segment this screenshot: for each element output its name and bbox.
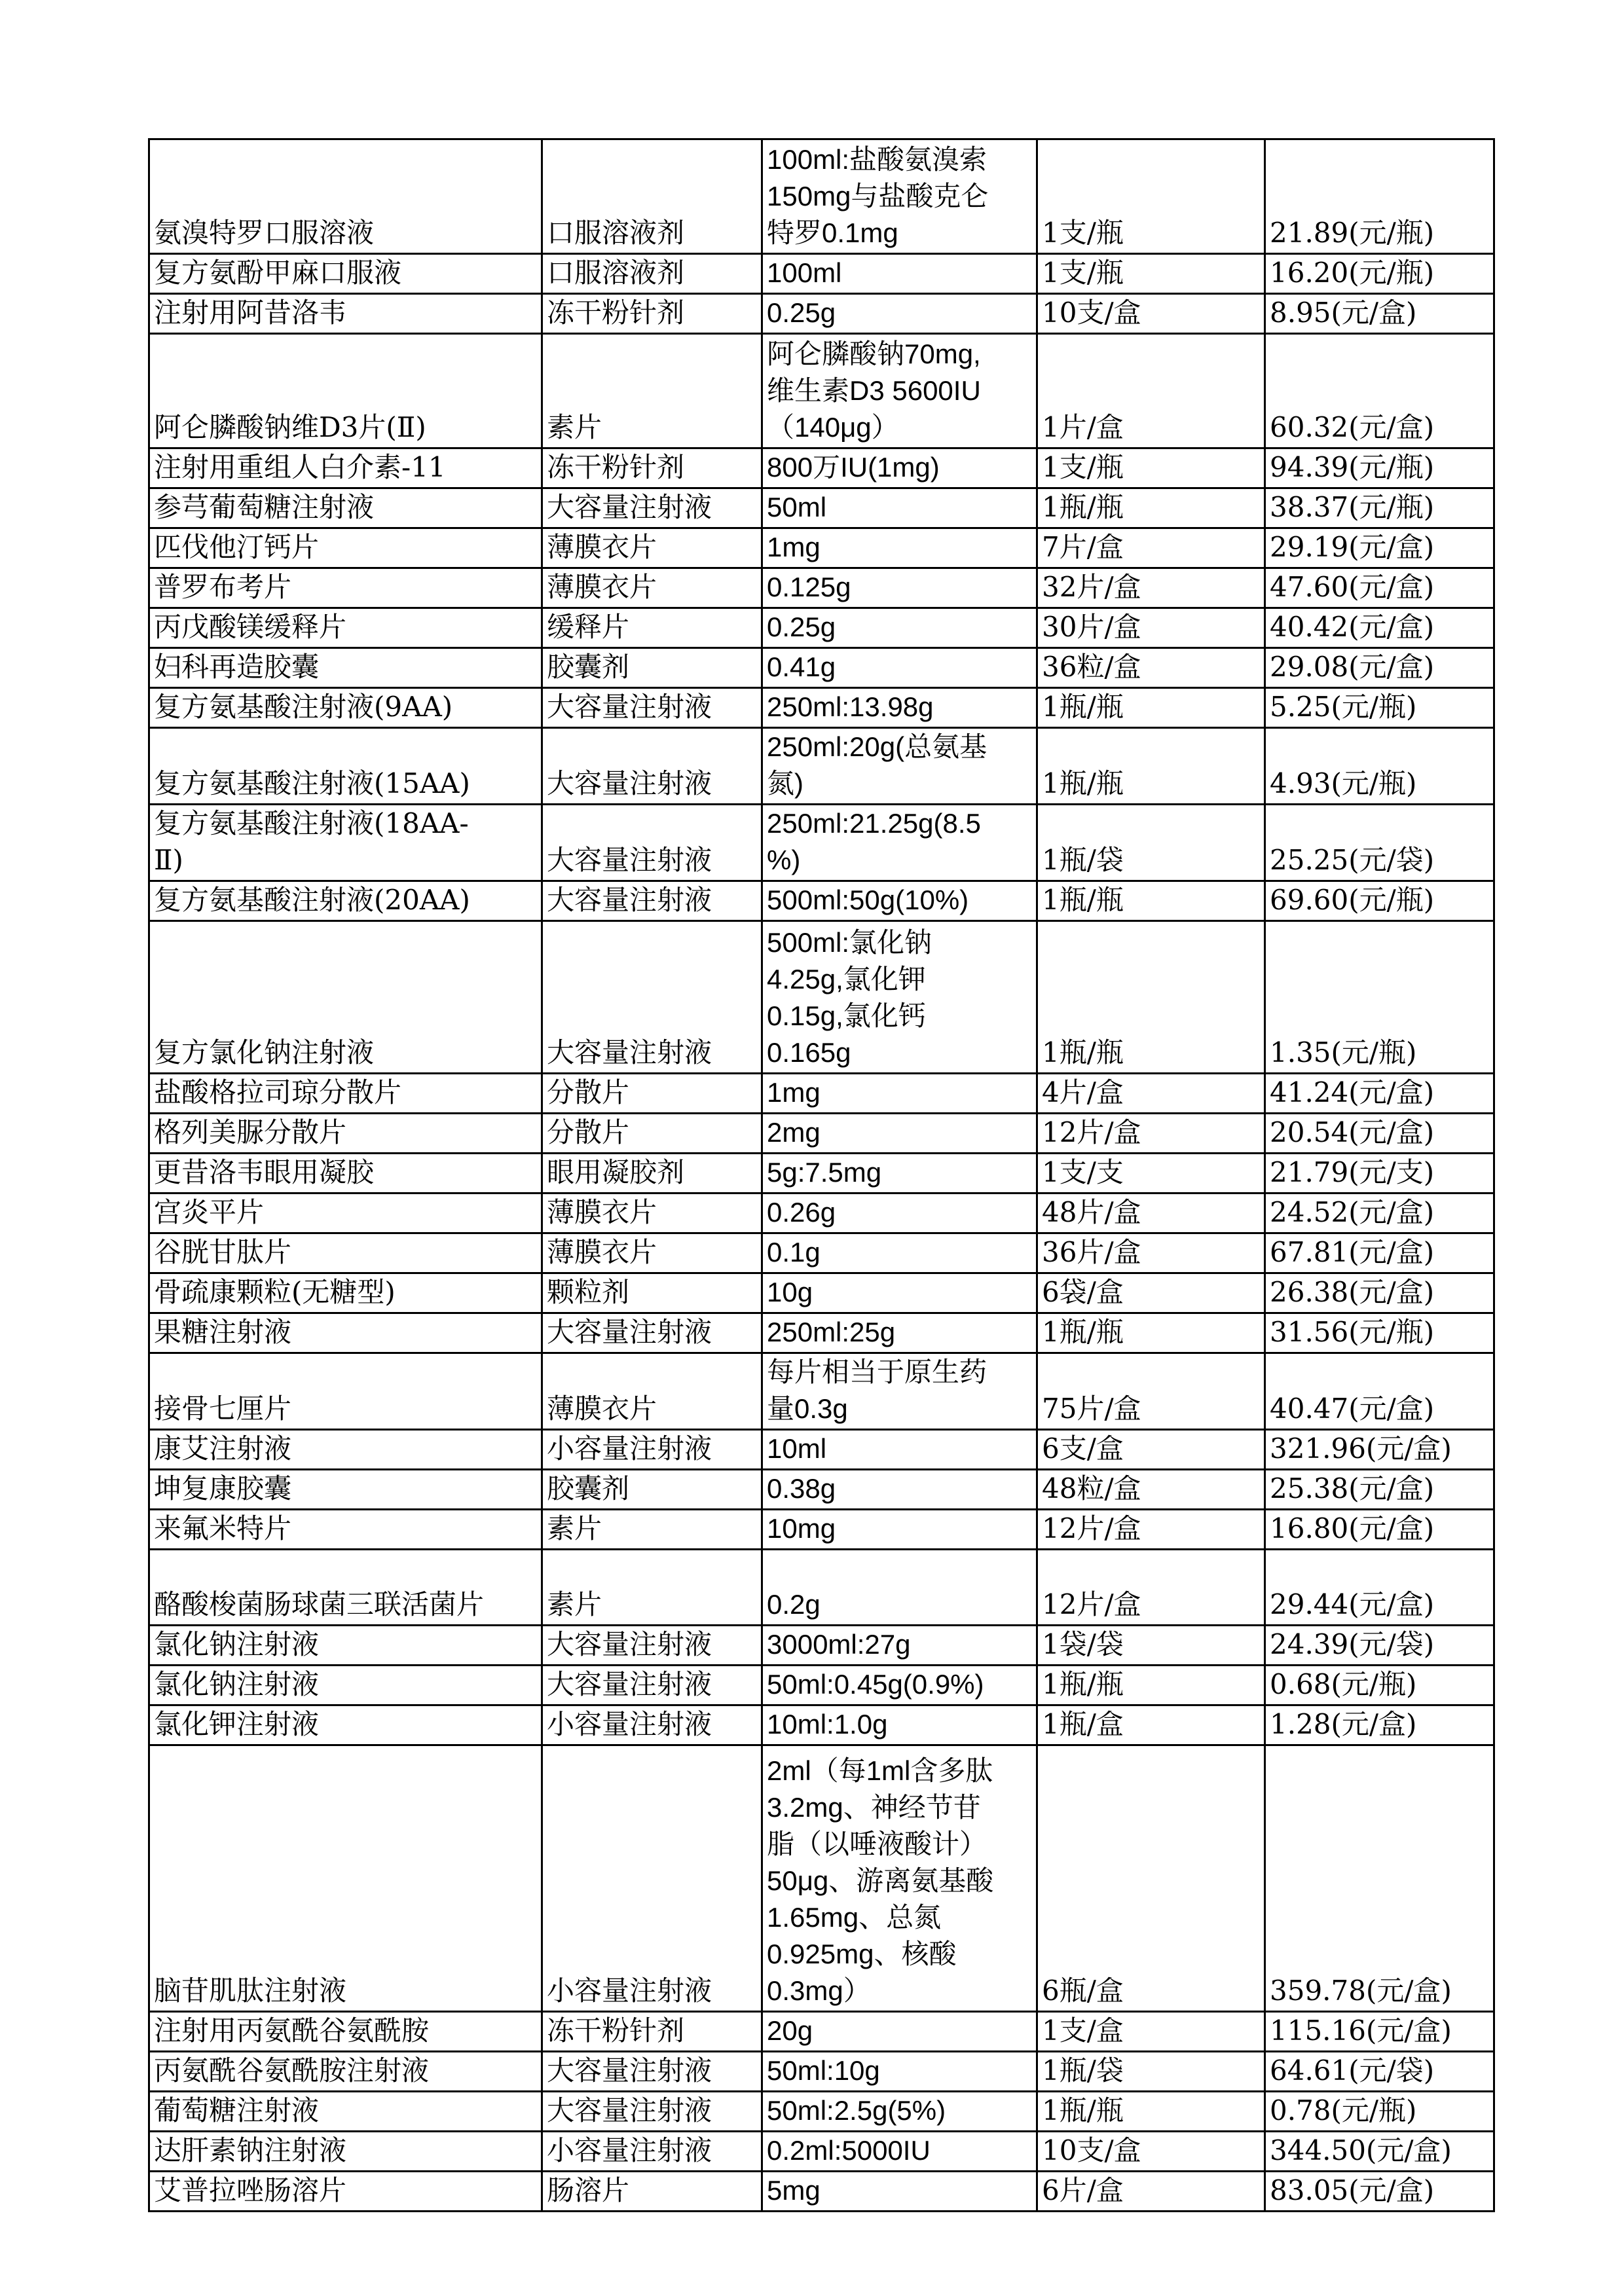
- cell-pack: 4片/盒: [1037, 1074, 1265, 1114]
- cell-spec: 250ml:25g: [762, 1313, 1037, 1353]
- cell-pack: 1瓶/瓶: [1037, 1313, 1265, 1353]
- cell-price: 29.08(元/盒): [1265, 648, 1494, 688]
- cell-spec: 50ml:0.45g(0.9%): [762, 1666, 1037, 1705]
- cell-form: 缓释片: [542, 608, 762, 648]
- cell-name: 坤复康胶囊: [149, 1470, 542, 1510]
- table-row: [149, 1353, 1494, 1430]
- cell-form: 大容量注射液: [542, 881, 762, 921]
- cell-spec: 50ml: [762, 488, 1037, 528]
- cell-price: 29.19(元/盒): [1265, 528, 1494, 568]
- cell-price: 83.05(元/盒): [1265, 2172, 1494, 2212]
- table-row: [149, 1510, 1494, 1550]
- cell-name: 盐酸格拉司琼分散片: [149, 1074, 542, 1114]
- table-row: [149, 254, 1494, 294]
- cell-price: 25.25(元/袋): [1265, 805, 1494, 881]
- cell-name: 宫炎平片: [149, 1194, 542, 1233]
- cell-form: 薄膜衣片: [542, 528, 762, 568]
- cell-pack: 1片/盒: [1037, 334, 1265, 448]
- cell-pack: 1瓶/瓶: [1037, 921, 1265, 1074]
- cell-price: 16.20(元/瓶): [1265, 254, 1494, 294]
- table-row: [149, 1273, 1494, 1313]
- cell-form: 口服溶液剂: [542, 254, 762, 294]
- table-row: [149, 881, 1494, 921]
- cell-spec: 50ml:10g: [762, 2052, 1037, 2092]
- cell-spec: 阿仑膦酸钠70mg, 维生素D3 5600IU （140μg）: [762, 334, 1037, 448]
- cell-pack: 1支/瓶: [1037, 448, 1265, 488]
- table-row: [149, 1666, 1494, 1705]
- cell-price: 8.95(元/盒): [1265, 294, 1494, 334]
- cell-name: 普罗布考片: [149, 568, 542, 608]
- cell-price: 41.24(元/盒): [1265, 1074, 1494, 1114]
- cell-price: 47.60(元/盒): [1265, 568, 1494, 608]
- cell-price: 5.25(元/瓶): [1265, 688, 1494, 728]
- cell-spec: 250ml:20g(总氨基 氮): [762, 728, 1037, 805]
- cell-spec: 0.38g: [762, 1470, 1037, 1510]
- cell-name: 更昔洛韦眼用凝胶: [149, 1154, 542, 1194]
- cell-pack: 12片/盒: [1037, 1510, 1265, 1550]
- table-row: [149, 2172, 1494, 2212]
- cell-spec: 2mg: [762, 1114, 1037, 1154]
- table-row: [149, 568, 1494, 608]
- cell-name: 参芎葡萄糖注射液: [149, 488, 542, 528]
- table-row: [149, 1313, 1494, 1353]
- table-row: [149, 488, 1494, 528]
- cell-form: 素片: [542, 334, 762, 448]
- cell-price: 0.68(元/瓶): [1265, 1666, 1494, 1705]
- cell-pack: 1瓶/瓶: [1037, 2092, 1265, 2132]
- cell-spec: 0.125g: [762, 568, 1037, 608]
- cell-spec: 800万IU(1mg): [762, 448, 1037, 488]
- cell-pack: 1瓶/袋: [1037, 2052, 1265, 2092]
- cell-form: 大容量注射液: [542, 2052, 762, 2092]
- cell-name: 丙戊酸镁缓释片: [149, 608, 542, 648]
- cell-price: 24.52(元/盒): [1265, 1194, 1494, 1233]
- cell-name: 果糖注射液: [149, 1313, 542, 1353]
- cell-pack: 1瓶/盒: [1037, 1705, 1265, 1745]
- cell-name: 复方氨基酸注射液(18AA- Ⅱ): [149, 805, 542, 881]
- cell-form: 素片: [542, 1510, 762, 1550]
- cell-spec: 0.2g: [762, 1550, 1037, 1626]
- cell-name: 达肝素钠注射液: [149, 2132, 542, 2172]
- table-row: [149, 2092, 1494, 2132]
- table-row: [149, 688, 1494, 728]
- cell-pack: 1瓶/瓶: [1037, 881, 1265, 921]
- cell-pack: 1支/盒: [1037, 2012, 1265, 2052]
- cell-pack: 10支/盒: [1037, 294, 1265, 334]
- cell-spec: 1mg: [762, 528, 1037, 568]
- table-row: [149, 608, 1494, 648]
- cell-price: 0.78(元/瓶): [1265, 2092, 1494, 2132]
- cell-form: 分散片: [542, 1114, 762, 1154]
- cell-form: 大容量注射液: [542, 1313, 762, 1353]
- cell-pack: 48粒/盒: [1037, 1470, 1265, 1510]
- cell-pack: 1支/瓶: [1037, 139, 1265, 254]
- table-row: [149, 2052, 1494, 2092]
- cell-name: 阿仑膦酸钠维D3片(Ⅱ): [149, 334, 542, 448]
- cell-price: 20.54(元/盒): [1265, 1114, 1494, 1154]
- cell-price: 115.16(元/盒): [1265, 2012, 1494, 2052]
- drug-price-table: [148, 138, 1495, 2212]
- cell-price: 1.28(元/盒): [1265, 1705, 1494, 1745]
- table-row: [149, 2012, 1494, 2052]
- cell-price: 60.32(元/盒): [1265, 334, 1494, 448]
- cell-spec: 10mg: [762, 1510, 1037, 1550]
- table-row: [149, 1233, 1494, 1273]
- cell-price: 69.60(元/瓶): [1265, 881, 1494, 921]
- table-row: [149, 921, 1494, 1074]
- cell-pack: 30片/盒: [1037, 608, 1265, 648]
- cell-form: 大容量注射液: [542, 1666, 762, 1705]
- cell-name: 艾普拉唑肠溶片: [149, 2172, 542, 2212]
- cell-pack: 1支/瓶: [1037, 254, 1265, 294]
- cell-price: 31.56(元/瓶): [1265, 1313, 1494, 1353]
- table-row: [149, 805, 1494, 881]
- table-row: [149, 1430, 1494, 1470]
- cell-spec: 10g: [762, 1273, 1037, 1313]
- table-row: [149, 1194, 1494, 1233]
- cell-price: 21.89(元/瓶): [1265, 139, 1494, 254]
- table-row: [149, 648, 1494, 688]
- cell-form: 口服溶液剂: [542, 139, 762, 254]
- cell-form: 大容量注射液: [542, 2092, 762, 2132]
- cell-price: 21.79(元/支): [1265, 1154, 1494, 1194]
- cell-name: 格列美脲分散片: [149, 1114, 542, 1154]
- cell-form: 颗粒剂: [542, 1273, 762, 1313]
- table-row: [149, 2132, 1494, 2172]
- cell-price: 64.61(元/袋): [1265, 2052, 1494, 2092]
- cell-form: 薄膜衣片: [542, 568, 762, 608]
- cell-form: 大容量注射液: [542, 688, 762, 728]
- cell-pack: 12片/盒: [1037, 1550, 1265, 1626]
- cell-spec: 10ml: [762, 1430, 1037, 1470]
- cell-spec: 250ml:21.25g(8.5 %): [762, 805, 1037, 881]
- table-row: [149, 1114, 1494, 1154]
- cell-form: 冻干粉针剂: [542, 294, 762, 334]
- cell-spec: 0.25g: [762, 608, 1037, 648]
- cell-form: 胶囊剂: [542, 1470, 762, 1510]
- cell-pack: 7片/盒: [1037, 528, 1265, 568]
- cell-price: 29.44(元/盒): [1265, 1550, 1494, 1626]
- cell-pack: 36片/盒: [1037, 1233, 1265, 1273]
- cell-name: 来氟米特片: [149, 1510, 542, 1550]
- cell-spec: 100ml:盐酸氨溴索 150mg与盐酸克仑 特罗0.1mg: [762, 139, 1037, 254]
- cell-price: 38.37(元/瓶): [1265, 488, 1494, 528]
- cell-name: 骨疏康颗粒(无糖型): [149, 1273, 542, 1313]
- cell-price: 40.42(元/盒): [1265, 608, 1494, 648]
- cell-name: 妇科再造胶囊: [149, 648, 542, 688]
- cell-pack: 1袋/袋: [1037, 1626, 1265, 1666]
- cell-pack: 1瓶/瓶: [1037, 488, 1265, 528]
- cell-form: 冻干粉针剂: [542, 2012, 762, 2052]
- cell-form: 肠溶片: [542, 2172, 762, 2212]
- cell-name: 复方氨基酸注射液(15AA): [149, 728, 542, 805]
- table-row: [149, 1154, 1494, 1194]
- cell-name: 葡萄糖注射液: [149, 2092, 542, 2132]
- cell-pack: 6袋/盒: [1037, 1273, 1265, 1313]
- cell-pack: 1瓶/瓶: [1037, 1666, 1265, 1705]
- cell-form: 薄膜衣片: [542, 1353, 762, 1430]
- table-row: [149, 334, 1494, 448]
- table-row: [149, 139, 1494, 254]
- cell-price: 1.35(元/瓶): [1265, 921, 1494, 1074]
- cell-spec: 3000ml:27g: [762, 1626, 1037, 1666]
- table-row: [149, 1470, 1494, 1510]
- cell-form: 薄膜衣片: [542, 1194, 762, 1233]
- cell-spec: 50ml:2.5g(5%): [762, 2092, 1037, 2132]
- cell-spec: 5g:7.5mg: [762, 1154, 1037, 1194]
- cell-spec: 10ml:1.0g: [762, 1705, 1037, 1745]
- cell-form: 大容量注射液: [542, 805, 762, 881]
- cell-name: 氯化钠注射液: [149, 1666, 542, 1705]
- cell-pack: 1瓶/瓶: [1037, 688, 1265, 728]
- table-row: [149, 728, 1494, 805]
- cell-spec: 5mg: [762, 2172, 1037, 2212]
- cell-spec: 0.25g: [762, 294, 1037, 334]
- cell-form: 小容量注射液: [542, 1430, 762, 1470]
- cell-pack: 36粒/盒: [1037, 648, 1265, 688]
- cell-form: 大容量注射液: [542, 1626, 762, 1666]
- cell-name: 康艾注射液: [149, 1430, 542, 1470]
- cell-name: 接骨七厘片: [149, 1353, 542, 1430]
- cell-price: 16.80(元/盒): [1265, 1510, 1494, 1550]
- cell-pack: 12片/盒: [1037, 1114, 1265, 1154]
- cell-pack: 1瓶/瓶: [1037, 728, 1265, 805]
- table-row: [149, 294, 1494, 334]
- cell-name: 复方氨基酸注射液(9AA): [149, 688, 542, 728]
- cell-spec: 0.1g: [762, 1233, 1037, 1273]
- cell-pack: 6片/盒: [1037, 2172, 1265, 2212]
- cell-form: 冻干粉针剂: [542, 448, 762, 488]
- cell-name: 匹伐他汀钙片: [149, 528, 542, 568]
- cell-form: 小容量注射液: [542, 1745, 762, 2012]
- cell-name: 谷胱甘肽片: [149, 1233, 542, 1273]
- table-row: [149, 528, 1494, 568]
- cell-pack: 1瓶/袋: [1037, 805, 1265, 881]
- cell-pack: 6支/盒: [1037, 1430, 1265, 1470]
- cell-form: 小容量注射液: [542, 1705, 762, 1745]
- cell-name: 脑苷肌肽注射液: [149, 1745, 542, 2012]
- cell-spec: 0.26g: [762, 1194, 1037, 1233]
- table-row: [149, 1550, 1494, 1626]
- cell-price: 26.38(元/盒): [1265, 1273, 1494, 1313]
- cell-name: 注射用丙氨酰谷氨酰胺: [149, 2012, 542, 2052]
- cell-spec: 250ml:13.98g: [762, 688, 1037, 728]
- cell-spec: 0.41g: [762, 648, 1037, 688]
- cell-pack: 32片/盒: [1037, 568, 1265, 608]
- cell-spec: 500ml:氯化钠 4.25g,氯化钾 0.15g,氯化钙 0.165g: [762, 921, 1037, 1074]
- cell-form: 薄膜衣片: [542, 1233, 762, 1273]
- cell-spec: 500ml:50g(10%): [762, 881, 1037, 921]
- cell-price: 321.96(元/盒): [1265, 1430, 1494, 1470]
- cell-price: 25.38(元/盒): [1265, 1470, 1494, 1510]
- table-body: [149, 139, 1494, 2212]
- cell-price: 94.39(元/瓶): [1265, 448, 1494, 488]
- cell-name: 复方氨酚甲麻口服液: [149, 254, 542, 294]
- table-row: [149, 1074, 1494, 1114]
- table-row: [149, 1705, 1494, 1745]
- cell-price: 40.47(元/盒): [1265, 1353, 1494, 1430]
- cell-spec: 100ml: [762, 254, 1037, 294]
- cell-name: 氨溴特罗口服溶液: [149, 139, 542, 254]
- cell-price: 359.78(元/盒): [1265, 1745, 1494, 2012]
- cell-name: 氯化钾注射液: [149, 1705, 542, 1745]
- cell-pack: 75片/盒: [1037, 1353, 1265, 1430]
- cell-form: 大容量注射液: [542, 488, 762, 528]
- cell-spec: 0.2ml:5000IU: [762, 2132, 1037, 2172]
- cell-name: 注射用重组人白介素-11: [149, 448, 542, 488]
- table-row: [149, 1626, 1494, 1666]
- cell-spec: 1mg: [762, 1074, 1037, 1114]
- cell-pack: 48片/盒: [1037, 1194, 1265, 1233]
- cell-name: 丙氨酰谷氨酰胺注射液: [149, 2052, 542, 2092]
- cell-form: 眼用凝胶剂: [542, 1154, 762, 1194]
- cell-price: 24.39(元/袋): [1265, 1626, 1494, 1666]
- cell-form: 大容量注射液: [542, 728, 762, 805]
- table-row: [149, 448, 1494, 488]
- cell-name: 复方氯化钠注射液: [149, 921, 542, 1074]
- cell-price: 67.81(元/盒): [1265, 1233, 1494, 1273]
- cell-pack: 10支/盒: [1037, 2132, 1265, 2172]
- cell-name: 复方氨基酸注射液(20AA): [149, 881, 542, 921]
- cell-pack: 6瓶/盒: [1037, 1745, 1265, 2012]
- cell-spec: 每片相当于原生药 量0.3g: [762, 1353, 1037, 1430]
- cell-price: 344.50(元/盒): [1265, 2132, 1494, 2172]
- cell-name: 酪酸梭菌肠球菌三联活菌片: [149, 1550, 542, 1626]
- cell-form: 大容量注射液: [542, 921, 762, 1074]
- cell-form: 胶囊剂: [542, 648, 762, 688]
- cell-spec: 2ml（每1ml含多肽 3.2mg、神经节苷 脂（以唾液酸计） 50μg、游离氨基酸 1.65mg、总氮 0.925mg、核酸 0.3mg）: [762, 1745, 1037, 2012]
- cell-pack: 1支/支: [1037, 1154, 1265, 1194]
- cell-form: 素片: [542, 1550, 762, 1626]
- cell-name: 氯化钠注射液: [149, 1626, 542, 1666]
- table-row: [149, 1745, 1494, 2012]
- cell-form: 小容量注射液: [542, 2132, 762, 2172]
- cell-name: 注射用阿昔洛韦: [149, 294, 542, 334]
- cell-spec: 20g: [762, 2012, 1037, 2052]
- cell-form: 分散片: [542, 1074, 762, 1114]
- cell-price: 4.93(元/瓶): [1265, 728, 1494, 805]
